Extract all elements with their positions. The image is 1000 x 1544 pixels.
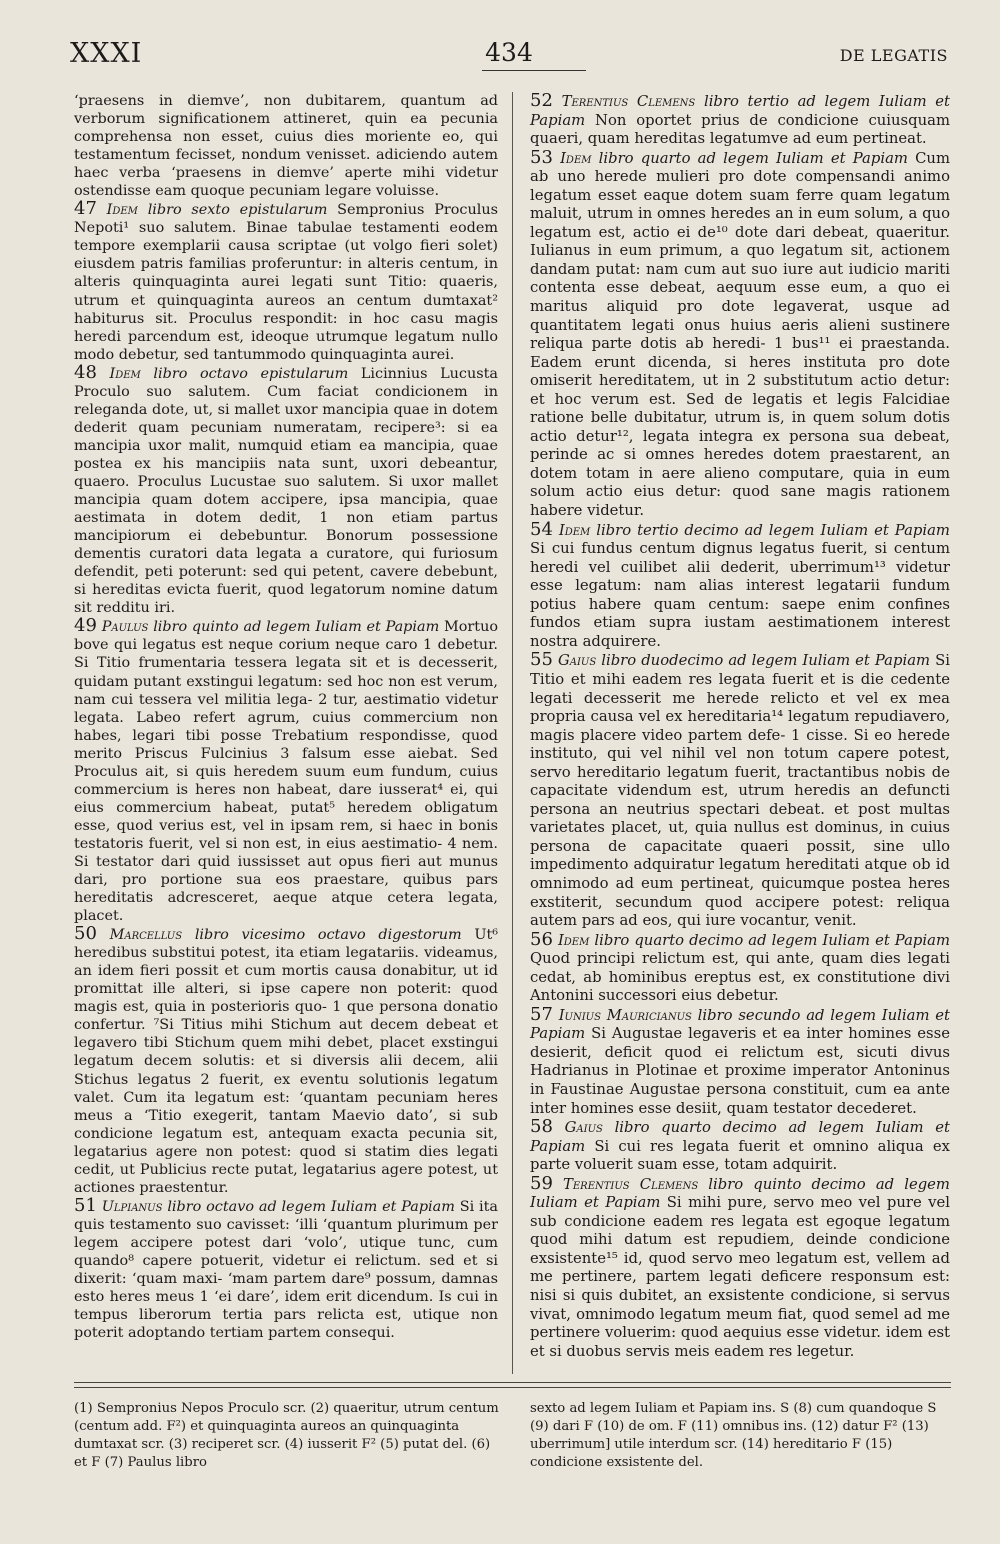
left-column — [74, 92, 498, 1342]
fragment-work: libro secundo ad legem Iuliam et Papiam — [530, 1006, 950, 1043]
paragraph — [74, 92, 498, 200]
fragment-50 — [74, 925, 498, 1197]
fragment-text: Sempronius Proculus Nepoti¹ suo salutem. Binae tabulae testamenti eodem tempore exemplarii causa scriptae (ut volgo fieri solet) eiusdem patris familias proferuntur: in alteris centum, in alteris quinquaginta aurei legati sunt Titio: quaeris, utrum et quinquaginta aureos an centum dumtaxat² habiturus sit. Proculus respondit: in hoc casu magis heredi parcendum est, ideoque utrumque legatum nullo modo debetur, sed tantummodo quinquaginta aurei. — [74, 202, 499, 363]
fragment-51 — [74, 1194, 499, 1342]
footnote-rule-double — [74, 1387, 951, 1388]
fragment-work: libro quinto decimo ad legem Iuliam et Papiam — [530, 1175, 950, 1212]
fragment-author: Idem — [558, 521, 591, 539]
column-divider — [512, 92, 513, 1374]
fragment-text: Si Titio et mihi eadem res legata fuerit et is die cedente legati decesserit me herede relicto et vel ex mea propria causa vel ex hereditaria¹⁴ legatum repudiavero, magis placere video partem defe- 1 cisse. Si eo herede instituto, qui vel nihil vel non totum capere potest, servo hereditario legatum fuerit, tractantibus nobis de capacitate videndum est, utrum heredis an defuncti persona an neutrius spectari debeat. et post multas varietates placet, ut, quia nullus est dominus, in cuius persona de capacitate quaeri possit, sine ullo impedimento adquiratur legatum hereditati atque ob id omnimodo ad eum pertineat, quicumque postea heres exstiterit, secundum quod accipere potest: reliqua autem pars ad eos, qui iure vocantur, venit. — [530, 652, 950, 930]
page-number: 434 — [485, 38, 533, 67]
fragment-57 — [530, 1003, 950, 1118]
fragment-author: Marcellus — [109, 927, 183, 944]
fragment-number: 51 — [74, 1194, 97, 1216]
fragment-author: Idem — [109, 365, 141, 382]
fragment-work: libro quarto decimo ad legem Iuliam et Papiam — [530, 1119, 950, 1155]
fragment-number: 49 — [74, 615, 97, 637]
footnote-rule — [74, 1382, 951, 1383]
fragment-text: Si cui res legata fuerit et omnino aliqua ex parte voluerit suam esse, totam adquirit. — [530, 1137, 950, 1174]
fragment-number: 57 — [530, 1003, 553, 1025]
fragment-work: libro octavo ad legem Iuliam et Papiam — [167, 1198, 455, 1215]
fragment-author: Idem — [557, 931, 590, 949]
fragment-work: libro tertio decimo ad legem Iuliam et Papiam — [596, 521, 950, 539]
fragment-work: libro sexto epistularum — [147, 202, 328, 219]
fragment-number: 58 — [530, 1116, 553, 1138]
fragment-author: Idem — [560, 149, 592, 167]
fragment-49 — [74, 617, 498, 925]
fragment-author: Terentius Clemens — [563, 1175, 699, 1193]
fragment-53 — [530, 146, 950, 521]
fragment-author: Gaius — [557, 652, 597, 670]
fragment-number: 47 — [74, 198, 97, 220]
running-head — [70, 38, 948, 78]
fragment-text: Si cui fundus centum dignus legatus fuerit, si centum heredi vel cuilibet alii dederit, uberrimum¹³ videtur esse legatum: nam alias interest legatarii fundum potius habere quam centum: saepe enim confines fundos etiam supra iustam aestimationem interest nostra adquirere. — [530, 540, 950, 650]
fragment-work: libro octavo epistularum — [153, 365, 349, 382]
fragment-number: 48 — [74, 361, 97, 383]
fragment-number: 55 — [530, 649, 553, 671]
fragment-47 — [74, 200, 498, 363]
fragment-text: Non oportet prius de condicione cuiusquam quaeri, quam hereditas legatumve ad eum pertineat. — [530, 111, 950, 148]
fragment-59 — [530, 1172, 950, 1361]
fragment-text: Ut⁶ heredibus substitui potest, ita etiam legatariis. videamus, an idem fieri possit et cum mortis causa donabitur, ut id promittat ille alteri, si ipse capere non poterit: quod magis est, quia in posterioris quo- 1 que persona donatio confertur. ⁷Si Titius mihi Stichum aut decem debeat et legavero tibi Stichum quem mihi debet, placet exstingui legatum decem solutis: et si diversis alii decem, alii Stichus legatus 2 fuerit, ex eventu solutionis legatum valet. Cum ita legatum est: ‘quantam pecuniam heres meus a ‘Titio exegerit, tantam Maevio dato’, si sub condicione legatum est, antequam exacta pecunia sit, legatarius agere non potest: quod si statim dies legati cedit, ut Publicius recte putat, legatarius agere potest, ut actiones praestentur. — [74, 927, 499, 1196]
fragment-work: libro quinto ad legem Iuliam et Papiam — [153, 619, 440, 636]
fragment-text: Mortuo bove qui legatus est neque corium neque caro 1 debetur. Si Titio frumentaria tessera legata sit et is decesserit, quidam putant exstingui legatum: sed hoc non est verum, nam cui tessera vel militia lega- 2 tur, aestimatio videtur legata. Labeo refert agrum, cuius commercium non habes, legari tibi posse Trebatium respondisse, quod merito Priscus Fulcinius 3 falsum esse aiebat. Sed Proculus ait, si quis heredem suum eum fundum, cuius commercium is heres non habeat, dare iusserat⁴ ei, qui eius commercium habeat, putat⁵ heredem obligatum esse, quod verius est, vel in ipsam rem, si haec in bonis testatoris fuerit, vel si non est, in eius aestimatio- 4 nem. Si testator dari quid iussisset aut opus fieri aut munus dari, pro portione sua eos praestare, quibus pars hereditatis adcresceret, aeque atque cetera legata, placet. — [74, 619, 499, 925]
right-column — [530, 92, 950, 1361]
fragment-author: Idem — [106, 202, 138, 219]
fragment-work: libro tertio ad legem Iuliam et Papiam — [530, 93, 950, 129]
fragment-55 — [530, 651, 950, 930]
fragment-work: libro quarto ad legem Iuliam et Papiam — [598, 149, 908, 167]
fragment-work: libro vicesimo octavo digestorum — [194, 927, 462, 944]
fragment-text: Licinnius Lucusta Proculo suo salutem. Cum faciat condicionem in releganda dote, ut, si mallet uxor mancipia quae in dotem dederit quam pecuniam numeratam, recipere³: si ea mancipia uxor malit, numquid etiam ea mancipia, quae postea ex his mancipiis nata sunt, uxori debeantur, quaero. Proculus Lucustae suo salutem. Si uxor mallet mancipia quam dotem accipere, ipsa mancipia, quae aestimata in dotem dedit, 1 non etiam partus mancipiorum ei debebuntur. Bonorum possessione dementis curatori data legata a curatore, qui furiosum defendit, peti poterunt: sed qui petent, cavere debebunt, si hereditas evicta fuerit, quod legatorum nomine datum sit redditu iri. — [74, 365, 498, 617]
fragment-text: Cum ab uno herede mulieri pro dote compensandi animo legatum esset eaque dotem suam ferre quam legatum maluit, utrum in omnes heredes an in eum solum, a quo legatum est, actio ei de¹⁰ dote dari debeat, quaeritur. Iulianus in eum primum, a quo legatum sit, actionem dandam putat: nam cum aut suo iure aut iudicio mariti contenta esse debeat, aequum esse eum, a quo ei maritus aliquid pro dote legaverat, usque ad quantitatem legati onus huius aeris alieni sustinere reliqua parte dotis ab heredi- 1 bus¹¹ ei praestanda. Eadem erunt dicenda, si heres instituta pro dote omiserit hereditatem, ut in 2 substitutum actio detur: et hoc verum est. Sed de legatis et legis Falcidiae ratione belle dubitatur, utrum is, in quem solum dotis actio detur¹², legata integra ex persona sua debeat, perinde ac si omnes heredes dotem praestarent, an dotem totam in aere alieno computare, quia in eum solum actio eius detur: quod sane magis rationem habere videtur. — [530, 149, 950, 520]
fragment-56 — [530, 928, 950, 1006]
fragment-text: Si ita quis testamento suo cavisset: ‘illi ‘quantum plurimum per legem accipere potest dari ‘volo’, utique tunc, cum quando⁸ capere potuerit, videtur ei relictum. sed et si dixerit: ‘quam maxi- ‘mam partem dare⁹ possum, damnas esto heres meus 1 ‘ei dare’, idem erit dicendum. Is cui in tempus liberorum tertia pars relicta est, utique non poterit adoptando tertiam partem consequi. — [74, 1198, 499, 1342]
fragment-54 — [530, 518, 950, 652]
footnotes-right: sexto ad legem Iuliam et Papiam ins. S (8) cum quandoque S (9) dari F (10) de om. F (11) omnibus ins. (12) datur F² (13) uberrimum] utile interdum scr. (14) hereditario F (15) condicione exsistente del. — [530, 1401, 937, 1470]
fragment-number: 59 — [530, 1172, 553, 1194]
fragment-author: Paulus — [101, 619, 149, 636]
fragment-author: Ulpianus — [101, 1198, 163, 1215]
fragment-52 — [530, 92, 950, 149]
fragment-number: 53 — [530, 146, 553, 168]
fragment-text: Si Augustae legaveris et ea inter homines esse desierit, deficit quod ei relictum est, sicuti divus Hadrianus in Plotinae et proxime imperator Antoninus in Faustinae Augustae persona constituit, cum ea ante inter homines esse desiit, quam testator decederet. — [530, 1025, 950, 1117]
fragment-text: Quod principi relictum est, qui ante, quam dies legati cedat, ab hominibus ereptus est, ex constitutione divi Antonini successori eius debetur. — [530, 950, 950, 1005]
title-header: DE LEGATIS — [839, 46, 948, 65]
book-number: XXXI — [70, 38, 143, 69]
fragment-text: Si mihi pure, servo meo vel pure vel sub condicione eadem res legata est egoque legatum quod mihi datum est repudiem, deinde condicione exsistente¹⁵ id, quod servo meo legatum est, vellem ad me pertinere, partem legati deficere responsum est: nisi si quis dubitet, an exsistente condicione, si servus vivat, omnimodo legatum meum fiat, quod semel ad me pertinere voluerim: quod aequius esse videtur. idem est et si duobus servis meis eadem res legetur. — [530, 1194, 950, 1360]
fragment-number: 52 — [530, 90, 553, 111]
fragment-text: ‘praesens in diemve’, non dubitarem, quantum ad verborum significationem attineret, quin ea pecunia comprehensa non esset, cuius dies moriente eo, qui testamentum fecisset, nondum venisset. adiciendo autem haec verba ‘praesens in diemve’ aperte mihi videtur ostendisse eam quoque pecuniam legare voluisse. — [74, 93, 498, 200]
fragment-48 — [74, 361, 498, 618]
fragment-author: Gaius — [564, 1119, 603, 1137]
footnotes-left: (1) Sempronius Nepos Proculo scr. (2) quaeritur, utrum centum (centum add. F²) et quinquaginta aureos an quinquaginta dumtaxat scr. (3) reciperet scr. (4) iusserit F² (5) putat del. (6) et F (7) Paulus libro — [74, 1401, 499, 1470]
fragment-number: 50 — [74, 923, 97, 945]
fragment-author: Iunius Mauricianus — [558, 1006, 692, 1024]
fragment-work: libro quarto decimo ad legem Iuliam et Papiam — [594, 931, 950, 949]
fragment-number: 54 — [530, 518, 553, 540]
fragment-number: 56 — [530, 928, 553, 950]
fragment-work: libro duodecimo ad legem Iuliam et Papiam — [601, 652, 931, 670]
fragment-author: Terentius Clemens — [561, 93, 696, 110]
fragment-58 — [530, 1118, 950, 1175]
page-number-rule — [482, 70, 586, 71]
